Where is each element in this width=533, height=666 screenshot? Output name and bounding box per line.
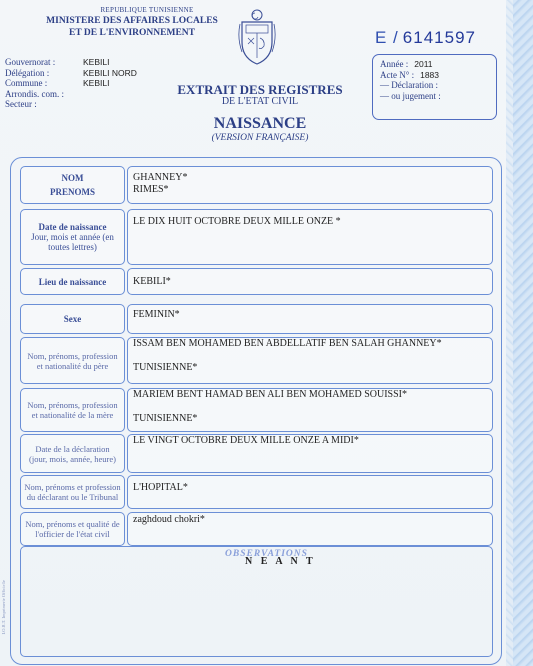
nom-prenoms-label <box>20 166 125 204</box>
mere-label: Nom, prénoms, profession et nationalité de la mère <box>20 388 125 432</box>
admin-value: KEBILI NORD <box>83 67 137 78</box>
nom-prenoms-value <box>127 166 493 204</box>
printer-note: I.O.R.T. Imprimerie Officielle <box>1 580 6 635</box>
admin-label: Secteur : <box>5 99 37 109</box>
pere-value <box>127 337 493 384</box>
ministry-line2: ET DE L'ENVIRONNEMENT <box>69 28 195 38</box>
ministry-header <box>12 15 252 39</box>
admin-value: KEBILI <box>83 78 110 88</box>
coat-of-arms-icon <box>236 8 278 66</box>
date-naissance-label <box>20 209 125 265</box>
admin-row-gouvernorat <box>5 57 137 68</box>
admin-info <box>5 57 137 110</box>
pere-nationalite: TUNISIENNE* <box>133 362 198 373</box>
title-version: (VERSION FRANÇAISE) <box>211 133 309 143</box>
admin-row-secteur <box>5 99 137 110</box>
acte-label: Acte N° : <box>380 69 415 80</box>
republic-header: REPUBLIQUE TUNISIENNE <box>100 6 194 14</box>
title-extrait: EXTRAIT DES REGISTRES <box>177 82 343 97</box>
admin-label: Arrondis. com. : <box>5 88 64 99</box>
date-sublabel: Jour, mois et année (en toutes lettres) <box>31 232 114 252</box>
lieu-naissance-label: Lieu de naissance <box>20 268 125 295</box>
nom-label: NOM <box>61 173 84 183</box>
admin-value: KEBILI <box>83 57 110 67</box>
security-border-pattern <box>513 0 533 666</box>
lieu-naissance-value: KEBILI* <box>127 268 493 295</box>
date-label: Date de naissance <box>38 222 107 232</box>
prenoms-value: RIMES* <box>133 184 169 195</box>
date-naissance-value: LE DIX HUIT OCTOBRE DEUX MILLE ONZE * <box>127 209 493 265</box>
officier-label: Nom, prénoms et qualité de l'officier de l'état civil <box>20 512 125 546</box>
declaration-value: LE VINGT OCTOBRE DEUX MILLE ONZE A MIDI* <box>127 434 493 473</box>
title-naissance: NAISSANCE <box>213 115 307 132</box>
annee-value: 2011 <box>414 59 433 69</box>
admin-label: Gouvernorat : <box>5 57 56 67</box>
acte-row <box>380 70 496 81</box>
serial-value: 6141597 <box>402 28 476 47</box>
observations-value: N E A N T <box>245 556 316 567</box>
nom-value: GHANNEY* <box>133 172 188 183</box>
ministry-line1: MINISTERE DES AFFAIRES LOCALES <box>46 16 218 26</box>
mere-nationalite: TUNISIENNE* <box>133 413 198 424</box>
prenoms-label: PRENOMS <box>50 187 95 197</box>
serial-prefix: E / <box>375 28 399 47</box>
admin-label: Délégation : <box>5 67 50 78</box>
title-etat-civil: DE L'ETAT CIVIL <box>221 96 299 107</box>
acte-box <box>372 54 497 120</box>
pere-label: Nom, prénoms, profession et nationalité du père <box>20 337 125 384</box>
mere-value <box>127 388 493 432</box>
admin-label: Commune : <box>5 78 48 88</box>
admin-row-delegation <box>5 68 137 79</box>
admin-row-commune <box>5 78 137 89</box>
security-border <box>506 0 513 666</box>
acte-value: 1883 <box>420 69 440 80</box>
pere-nom: ISSAM BEN MOHAMED BEN ABDELLATIF BEN SALAH GHANNEY* <box>133 338 442 349</box>
admin-row-arrondissement <box>5 89 137 100</box>
declarant-value: L'HOPITAL* <box>127 475 493 509</box>
declarant-label: Nom, prénoms et profession du déclarant ou le Tribunal <box>20 475 125 509</box>
declaration-row: — Déclaration : <box>380 80 438 90</box>
sexe-label: Sexe <box>20 304 125 334</box>
declaration-label: Date de la déclaration (jour, mois, année, heure) <box>20 434 125 473</box>
mere-nom: MARIEM BENT HAMAD BEN ALI BEN MOHAMED SOUISSI* <box>133 389 407 400</box>
sexe-value: FEMININ* <box>127 304 493 334</box>
observations-title: OBSERVATIONS <box>225 549 308 559</box>
officier-value: zaghdoud chokri* <box>127 512 493 546</box>
annee-label: Année : <box>380 59 409 69</box>
jugement-row: — ou jugement : <box>380 90 441 101</box>
annee-row <box>380 59 496 70</box>
serial-number <box>375 28 476 48</box>
